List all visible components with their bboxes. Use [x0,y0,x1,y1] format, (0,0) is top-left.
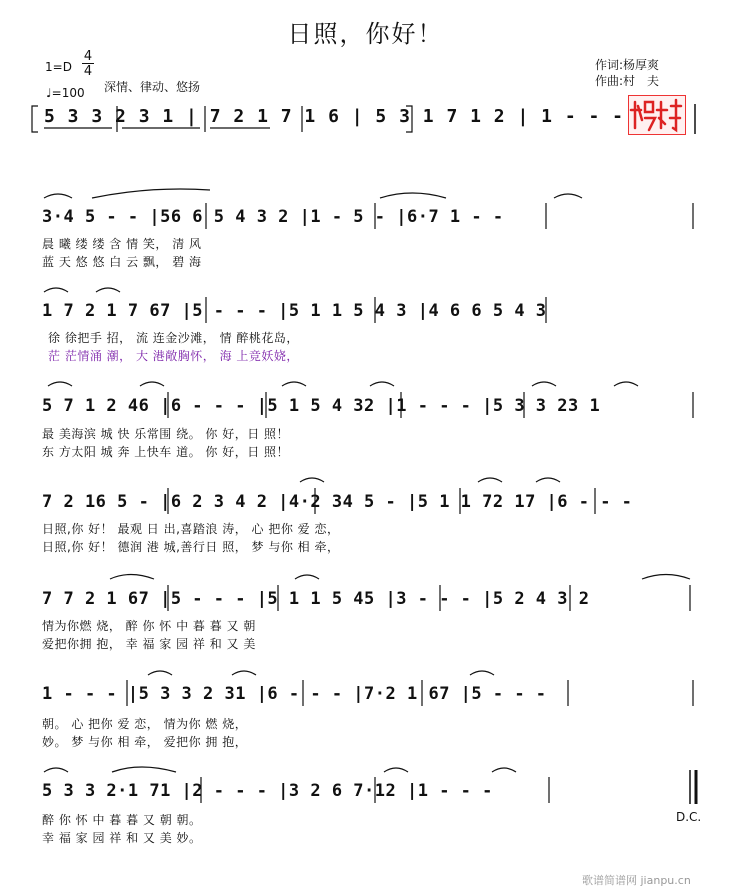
lyric-row-2-verse-1: 徐 徐把手 招， 流 连金沙滩， 情 醉桃花岛， [48,331,299,345]
style-marking: 深情、律动、悠扬 [104,80,201,94]
intro-open-bracket [32,106,38,132]
notation-row-4: 7 2 16 5 - |6 2 3 4 2 |4·2 34 5 - |5 1 1 72 17 |6 - - - [42,492,633,512]
notation-row-6: 1 - - - |5 3 3 2 31 |6 - - - |7·2 1 67 |5 - - - [42,684,547,704]
lyric-row-6-verse-2: 妙。 梦 与你 相 牵， 爱把你 拥 抱， [42,735,248,749]
lyric-row-5-verse-1: 情为你燃 烧， 醉 你 怀 中 暮 暮 又 朝 [42,619,256,633]
notation-row-5: 7 7 2 1 67 |5 - - - |5 1 1 5 45 |3 - - - |5 2 4 3 2 [42,589,590,609]
time-signature [82,50,94,78]
tempo-marking: ♩=100 [46,86,85,100]
lyric-row-7-verse-2: 幸 福 家 园 祥 和 又 美 妙。 [42,831,202,845]
time-top: 4 [83,49,93,64]
seal-stamp-graphic [629,96,685,134]
lyric-row-3-verse-1: 最 美海滨 城 快 乐常围 绕。 你 好，日 照！ [42,427,290,441]
notation-row-2: 1 7 2 1 7 67 |5 - - - |5 1 1 5 4 3 |4 6 6 5 4 3 [42,301,547,321]
seal-stamp [628,95,686,135]
key-signature: 1=D [45,60,72,74]
notation-row-7: 5 3 3 2·1 71 |2 - - - |3 2 6 7·12 |1 - - - [42,781,493,801]
song-title: 日照，你好！ [287,20,444,48]
notation-row-3: 5 7 1 2 46 |6 - - - |5 1 5 4 32 |1 - - - |5 3 3 23 1 [42,396,601,416]
composer-credit: 作曲:村 夫 [595,74,660,88]
lyric-row-4-verse-1: 日照,你 好！ 最观 日 出,喜踏浪 涛， 心 把你 爱 恋， [42,522,340,536]
lyric-row-5-verse-2: 爱把你拥 抱， 幸 福 家 园 祥 和 又 美 [42,637,256,651]
lyric-row-7-verse-1: 醉 你 怀 中 暮 暮 又 朝 朝。 [42,813,202,827]
notation-row-1: 3·4 5 - - |56 6 5 4 3 2 |1 - 5 - |6·7 1 - - [42,207,504,227]
lyric-row-2-verse-2: 茫 茫情涌 潮， 大 港敞胸怀， 海 上竞妖娆， [48,349,299,363]
lyric-row-6-verse-1: 朝。 心 把你 爱 恋， 情为你 燃 烧， [42,717,248,731]
lyric-row-4-verse-2: 日照,你 好！ 德润 港 城,善行日 照， 梦 与你 相 牵， [42,540,340,554]
lyric-row-1-verse-2: 蓝 天 悠 悠 白 云 飘， 碧 海 [42,255,202,269]
intro-phrase: 5 3 3 2 3 1 | 7 2 1 7 1 6 | 5 3 1 7 1 2 | 1 - - - [44,106,625,127]
site-watermark: 歌谱简谱网 jianpu.cn [582,874,691,887]
da-capo-mark: D.C. [676,810,702,824]
lyricist-credit: 作词:杨厚爽 [595,58,660,72]
time-bottom: 4 [83,64,93,79]
lyric-row-3-verse-2: 东 方太阳 城 奔 上快车 道。 你 好，日 照！ [42,445,290,459]
lyric-row-1-verse-1: 晨 曦 缕 缕 含 情 笑， 清 风 [42,237,202,251]
